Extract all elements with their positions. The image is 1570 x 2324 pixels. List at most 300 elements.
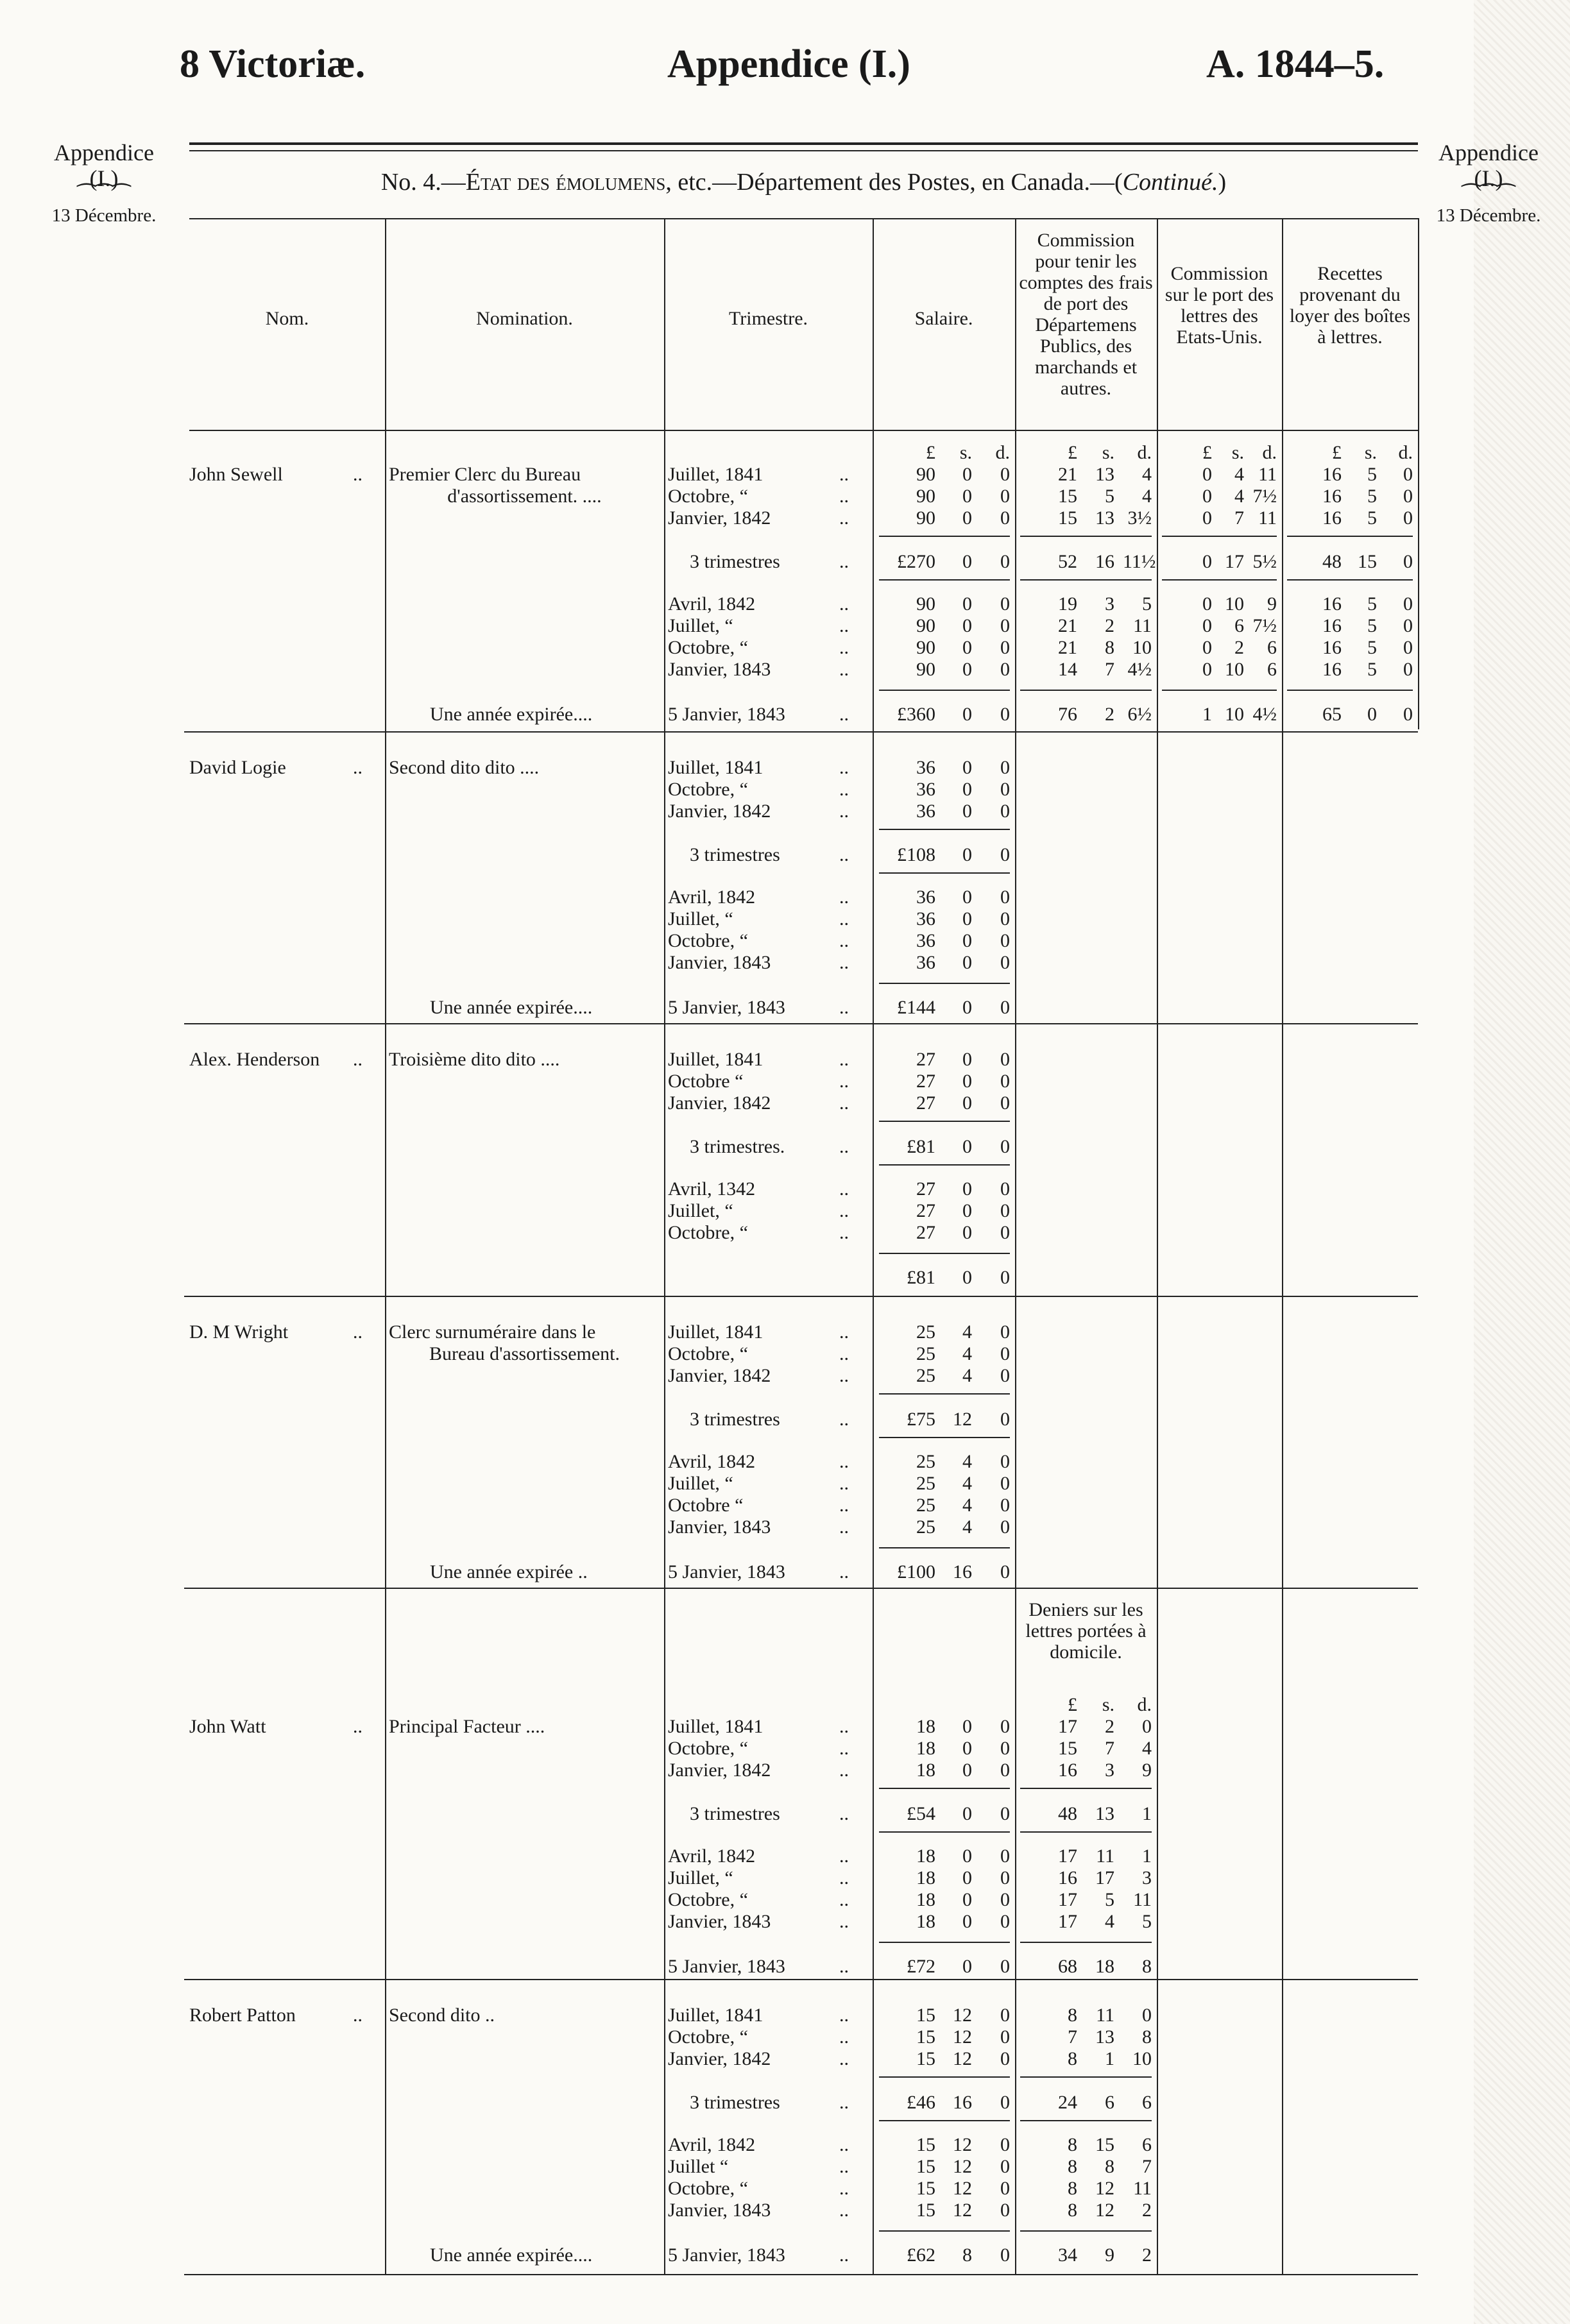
commission-5-0-pence: 0 [1142,2005,1152,2026]
quarter2-dots-5-1: .. [839,2156,849,2177]
quarter-dots-5-2: .. [839,2048,849,2069]
com-units-unit-d: d. [1137,442,1152,463]
year-rule-com-0 [1020,690,1152,691]
salary2-3-0-shillings: 4 [962,1451,972,1472]
year-date-0: 5 Janvier, 1843 [668,704,785,725]
us-commission-0-0-pence: 11 [1258,464,1277,485]
salary-5-2-pence: 0 [1000,2048,1010,2069]
quarter2-2-1: Juillet, “ [668,1200,733,1221]
margin-label: Appendice [54,140,154,165]
salary2-5-1-pounds: 15 [916,2156,935,2177]
year-rule-sal-5 [879,2230,1010,2232]
quarter2-2-0: Avril, 1342 [668,1178,756,1200]
nomination-5: Second dito .. [389,2005,495,2026]
commission2-0-3-shillings: 7 [1105,659,1114,680]
quarter2-dots-1-1: .. [839,908,849,929]
commission-0-2-pence: 3½ [1127,507,1152,529]
commission2-4-3-shillings: 4 [1105,1911,1114,1932]
subtotal-rent-0-pence: 0 [1403,551,1413,572]
nomination-2-0: d'assortissement. .... [447,486,602,507]
margin-date-left: 13 Décembre. [51,205,157,226]
subtotal-salary-2-shillings: 0 [962,1136,972,1157]
commission-4-2-pounds: 16 [1058,1760,1077,1781]
quarter2-0-2: Octobre, “ [668,637,748,658]
box-rent2-0-1-shillings: 5 [1367,615,1377,636]
subtotal-salary-5-pounds: £46 [907,2092,935,2113]
margin-brace-left: ⁀⁀⁀ [78,185,130,208]
quarter2-0-0: Avril, 1842 [668,593,756,615]
us-commission-0-0-pounds: 0 [1202,464,1212,485]
salary-1-1-pence: 0 [1000,779,1010,800]
salary2-5-0-pounds: 15 [916,2134,935,2155]
commission-4-1-pence: 4 [1142,1738,1152,1759]
salary-2-1-shillings: 0 [962,1071,972,1092]
year-salary-0-pounds: £360 [897,704,935,725]
box-rent-0-1-pence: 0 [1403,486,1413,507]
salary2-0-3-pounds: 90 [916,659,935,680]
sub2-rule-com-0 [1020,579,1152,581]
salary-3-0-pounds: 25 [916,1321,935,1343]
quarter2-dots-2-1: .. [839,1200,849,1221]
year-commission-0-shillings: 2 [1105,704,1114,725]
deniers-units-unit-l: £ [1068,1694,1077,1715]
year-rule-eu-0 [1162,690,1277,691]
salary-0-1-shillings: 0 [962,486,972,507]
us-commission-0-1-pounds: 0 [1202,486,1212,507]
commission2-0-0-pounds: 19 [1058,593,1077,615]
name-2: Alex. Henderson [189,1049,320,1070]
salary2-3-0-pence: 0 [1000,1451,1010,1472]
subtotal-commission-4-pounds: 48 [1058,1803,1077,1824]
col-trimestre: Trimestre. [728,308,808,329]
col-nomination: Nomination. [476,308,573,329]
subtotal-commission-0-pence: 11½ [1123,551,1156,572]
salary-2-0-pence: 0 [1000,1049,1010,1070]
salary-0-0-shillings: 0 [962,464,972,485]
year-dots-3: .. [839,1561,849,1582]
subtotal-salary-5-shillings: 16 [953,2092,972,2113]
salary2-5-2-shillings: 12 [953,2178,972,2199]
quarter-dots-4-1: .. [839,1738,849,1759]
year-salary-4-pounds: £72 [907,1956,935,1977]
box-rent2-0-2-shillings: 5 [1367,637,1377,658]
quarter-3-1: Octobre, “ [668,1343,748,1364]
quarter-0-0: Juillet, 1841 [668,464,764,485]
commission2-4-3-pence: 5 [1142,1911,1152,1932]
salary2-2-2-pence: 0 [1000,1222,1010,1243]
year-label-0: Une année expirée.... [430,704,593,725]
quarter-dots-5-0: .. [839,2005,849,2026]
quarter-5-2: Janvier, 1842 [668,2048,771,2069]
salary2-3-3-pence: 0 [1000,1516,1010,1538]
salary-1-0-pence: 0 [1000,757,1010,778]
salary2-5-3-pounds: 15 [916,2200,935,2221]
name-dots-2: .. [353,1049,363,1070]
quarter2-5-3: Janvier, 1843 [668,2200,771,2221]
year-rule-sal-1 [879,983,1010,984]
us-commission-0-2-pence: 11 [1258,507,1277,529]
salary-4-2-pounds: 18 [916,1760,935,1781]
quarter-dots-2-1: .. [839,1071,849,1092]
quarter2-3-1: Juillet, “ [668,1473,733,1494]
commission2-5-1-shillings: 8 [1105,2156,1114,2177]
box-rent2-0-0-shillings: 5 [1367,593,1377,615]
us-commission2-0-2-pounds: 0 [1202,637,1212,658]
sub2-rule-sal-3 [879,1437,1010,1438]
box-rent2-0-0-pence: 0 [1403,593,1413,615]
commission2-0-0-shillings: 3 [1105,593,1114,615]
us-commission2-0-3-pence: 6 [1267,659,1277,680]
col-recettes-boites: Recettes provenant du loyer des boîtes à lettres. [1289,263,1411,348]
salary-3-1-pounds: 25 [916,1343,935,1364]
subtotal-commission-0-shillings: 16 [1095,551,1114,572]
quarter2-1-1: Juillet, “ [668,908,733,929]
quarter-dots-3-1: .. [839,1343,849,1364]
quarter-4-2: Janvier, 1842 [668,1760,771,1781]
us-commission-0-0-shillings: 4 [1234,464,1244,485]
salary2-0-2-pounds: 90 [916,637,935,658]
year-rule-rec-0 [1287,690,1413,691]
quarter2-dots-5-3: .. [839,2200,849,2221]
col-divider-c3 [1418,218,1419,729]
commission2-5-0-shillings: 15 [1095,2134,1114,2155]
year-us-0-shillings: 10 [1225,704,1244,725]
salary-2-2-pounds: 27 [916,1092,935,1114]
commission-0-1-shillings: 5 [1105,486,1114,507]
eu-units-unit-d: d. [1262,442,1277,463]
subtotal-label-4: 3 trimestres [690,1803,780,1824]
quarter2-1-3: Janvier, 1843 [668,952,771,973]
salary2-3-2-pence: 0 [1000,1495,1010,1516]
us-commission2-0-0-pence: 9 [1267,593,1277,615]
year-rule-com-5 [1020,2230,1152,2232]
box-rent2-0-1-pounds: 16 [1322,615,1342,636]
year-salary-5-pence: 0 [1000,2244,1010,2266]
quarter2-dots-4-1: .. [839,1867,849,1888]
year-dots-5: .. [839,2244,849,2266]
year-rule-sal-3 [879,1547,1010,1548]
quarter-dots-1-1: .. [839,779,849,800]
quarter2-5-0: Avril, 1842 [668,2134,756,2155]
nomination-2: Troisième dito dito .... [389,1049,560,1070]
col-commission-etats-unis: Commission sur le port des lettres des Etats-Unis. [1165,263,1274,348]
salary2-0-1-pence: 0 [1000,615,1010,636]
year-commission-4-shillings: 18 [1095,1956,1114,1977]
commission-4-0-shillings: 2 [1105,1716,1114,1737]
name-5: Robert Patton [189,2005,296,2026]
salary-4-2-pence: 0 [1000,1760,1010,1781]
sub-rule-sal-0 [879,536,1010,537]
margin-brace-right: ⁀⁀⁀ [1462,185,1515,208]
commission2-0-3-pence: 4½ [1127,659,1152,680]
sub-rule-sal-2 [879,1121,1010,1122]
quarter2-3-0: Avril, 1842 [668,1451,756,1472]
year-rule-sal-0 [879,690,1010,691]
salary2-4-3-shillings: 0 [962,1911,972,1932]
sub-rule-rec-0 [1287,536,1413,537]
commission-4-1-pounds: 15 [1058,1738,1077,1759]
salary-5-0-shillings: 12 [953,2005,972,2026]
table-title [189,168,1418,196]
year-rent-0-shillings: 0 [1367,704,1377,725]
salary2-5-2-pounds: 15 [916,2178,935,2199]
section-rule-1 [184,1023,1418,1024]
quarter2-dots-4-3: .. [839,1911,849,1932]
scan-edge-noise [1474,0,1570,2324]
commission2-4-1-shillings: 17 [1095,1867,1114,1888]
salary-5-1-pounds: 15 [916,2026,935,2048]
year-commission-4-pence: 8 [1142,1956,1152,1977]
year-commission-0-pounds: 76 [1058,704,1077,725]
quarter2-1-0: Avril, 1842 [668,886,756,908]
year-salary-5-pounds: £62 [907,2244,935,2266]
salary-2-0-pounds: 27 [916,1049,935,1070]
section-rule-3 [184,1588,1418,1589]
quarter2-5-2: Octobre, “ [668,2178,748,2199]
box-rent-0-0-pence: 0 [1403,464,1413,485]
salary2-1-0-shillings: 0 [962,886,972,908]
salary2-1-1-pounds: 36 [916,908,935,929]
quarter-dots-0-0: .. [839,464,849,485]
sub2-rule-eu-0 [1162,579,1277,581]
quarter2-dots-1-0: .. [839,886,849,908]
quarter2-dots-2-0: .. [839,1178,849,1200]
quarter-5-1: Octobre, “ [668,2026,748,2048]
salary2-2-0-shillings: 0 [962,1178,972,1200]
quarter-dots-4-0: .. [839,1716,849,1737]
salary2-4-0-shillings: 0 [962,1845,972,1867]
commission-5-1-pounds: 7 [1068,2026,1077,2048]
salary2-4-3-pounds: 18 [916,1911,935,1932]
name-3: D. M Wright [189,1321,289,1343]
section-rule-5 [184,2274,1418,2275]
salary-1-0-pounds: 36 [916,757,935,778]
us-commission2-0-1-pence: 7½ [1252,615,1277,636]
subtotal-label-0: 3 trimestres [690,551,780,572]
commission2-5-1-pounds: 8 [1068,2156,1077,2177]
commission-0-1-pounds: 15 [1058,486,1077,507]
box-rent2-0-0-pounds: 16 [1322,593,1342,615]
commission-0-0-shillings: 13 [1095,464,1114,485]
quarter2-dots-3-1: .. [839,1473,849,1494]
us-commission-0-2-shillings: 7 [1234,507,1244,529]
box-rent2-0-2-pence: 0 [1403,637,1413,658]
sub2-rule-com-4 [1020,1831,1152,1833]
quarter2-dots-4-2: .. [839,1889,849,1910]
quarter-0-2: Janvier, 1842 [668,507,771,529]
salary-3-2-shillings: 4 [962,1365,972,1386]
quarter-4-1: Octobre, “ [668,1738,748,1759]
quarter2-dots-0-0: .. [839,593,849,615]
subtotal-salary-3-shillings: 12 [953,1409,972,1430]
year-salary-1-shillings: 0 [962,997,972,1018]
quarter2-3-2: Octobre “ [668,1495,744,1516]
quarter2-4-0: Avril, 1842 [668,1845,756,1867]
sub2-rule-sal-1 [879,872,1010,874]
subtotal-salary-2-pence: 0 [1000,1136,1010,1157]
commission2-4-0-shillings: 11 [1096,1845,1114,1867]
salary-4-0-pence: 0 [1000,1716,1010,1737]
year-commission-5-pence: 2 [1142,2244,1152,2266]
eu-units-unit-s: s. [1231,442,1244,463]
name-dots-5: .. [353,2005,363,2026]
commission-4-1-shillings: 7 [1105,1738,1114,1759]
salary-0-1-pence: 0 [1000,486,1010,507]
header-top-rule [189,218,1418,219]
salary-3-1-shillings: 4 [962,1343,972,1364]
salary-3-2-pence: 0 [1000,1365,1010,1386]
us-commission2-0-1-pounds: 0 [1202,615,1212,636]
subtotal-rent-0-pounds: 48 [1322,551,1342,572]
commission-4-2-shillings: 3 [1105,1760,1114,1781]
title-italic: Continué. [1122,169,1218,196]
salary2-2-1-shillings: 0 [962,1200,972,1221]
commission2-0-3-pounds: 14 [1058,659,1077,680]
salary2-1-2-pounds: 36 [916,930,935,951]
salary-5-0-pounds: 15 [916,2005,935,2026]
subtotal-commission-4-pence: 1 [1142,1803,1152,1824]
salary2-2-1-pence: 0 [1000,1200,1010,1221]
box-rent2-0-3-shillings: 5 [1367,659,1377,680]
commission2-0-1-pence: 11 [1133,615,1152,636]
margin-number-right: (I.) [1474,165,1503,191]
rec-units-unit-s: s. [1364,442,1377,463]
salary-0-0-pence: 0 [1000,464,1010,485]
year-label-5: Une année expirée.... [430,2244,593,2266]
subtotal-commission-5-pounds: 24 [1058,2092,1077,2113]
year-commission-0-pence: 6½ [1127,704,1152,725]
quarter2-dots-4-0: .. [839,1845,849,1867]
salary-1-1-shillings: 0 [962,779,972,800]
salary2-1-1-pence: 0 [1000,908,1010,929]
quarter-dots-0-1: .. [839,486,849,507]
quarter2-5-1: Juillet “ [668,2156,729,2177]
year-date-3: 5 Janvier, 1843 [668,1561,785,1582]
com-units-unit-l: £ [1068,442,1077,463]
commission2-0-2-pence: 10 [1132,637,1152,658]
year-salary-4-shillings: 0 [962,1956,972,1977]
name-dots-4: .. [353,1716,363,1737]
commission2-4-2-shillings: 5 [1105,1889,1114,1910]
salary2-3-3-pounds: 25 [916,1516,935,1538]
salary-2-1-pounds: 27 [916,1071,935,1092]
commission2-4-0-pence: 1 [1142,1845,1152,1867]
sal-units-unit-d: d. [995,442,1010,463]
quarter-1-1: Octobre, “ [668,779,748,800]
salary2-0-3-pence: 0 [1000,659,1010,680]
salary2-1-0-pounds: 36 [916,886,935,908]
box-rent-0-2-pounds: 16 [1322,507,1342,529]
commission2-0-2-shillings: 8 [1105,637,1114,658]
year-salary-1-pence: 0 [1000,997,1010,1018]
salary2-2-0-pounds: 27 [916,1178,935,1200]
title-prefix: No. 4.— [380,169,466,196]
salary2-1-3-pounds: 36 [916,952,935,973]
salary-2-1-pence: 0 [1000,1071,1010,1092]
header-center: Appendice (I.) [667,42,910,86]
margin-label-right: Appendice [1438,140,1539,165]
subtotal-dots-3: .. [839,1409,849,1430]
title-middle: etc.—Département des Postes, en Canada.—( [671,169,1123,196]
subtotal-salary-0-pounds: £270 [897,551,935,572]
year-salary-2-shillings: 0 [962,1267,972,1288]
salary-0-1-pounds: 90 [916,486,935,507]
salary2-2-1-pounds: 27 [916,1200,935,1221]
box-rent2-0-2-pounds: 16 [1322,637,1342,658]
us-commission2-0-3-shillings: 10 [1225,659,1244,680]
quarter2-dots-0-3: .. [839,659,849,680]
salary-5-2-shillings: 12 [953,2048,972,2069]
quarter2-1-2: Octobre, “ [668,930,748,951]
quarter-4-0: Juillet, 1841 [668,1716,764,1737]
quarter2-dots-2-2: .. [839,1222,849,1243]
subtotal-salary-3-pounds: £75 [907,1409,935,1430]
subtotal-dots-4: .. [839,1803,849,1824]
name-1: David Logie [189,757,286,778]
year-date-1: 5 Janvier, 1843 [668,997,785,1018]
salary-0-2-pence: 0 [1000,507,1010,529]
year-rule-com-4 [1020,1942,1152,1943]
salary2-3-3-shillings: 4 [962,1516,972,1538]
quarter-dots-1-0: .. [839,757,849,778]
salary2-4-1-shillings: 0 [962,1867,972,1888]
margin-note-right [1421,140,1556,228]
subtotal-commission-5-shillings: 6 [1105,2092,1114,2113]
salary2-5-3-shillings: 12 [953,2200,972,2221]
sub-rule-eu-0 [1162,536,1277,537]
commission2-5-3-pounds: 8 [1068,2200,1077,2221]
salary2-2-0-pence: 0 [1000,1178,1010,1200]
nomination-0: Premier Clerc du Bureau [389,464,581,485]
subtotal-commission-5-pence: 6 [1142,2092,1152,2113]
quarter-dots-1-2: .. [839,801,849,822]
salary2-2-2-pounds: 27 [916,1222,935,1243]
salary-0-2-shillings: 0 [962,507,972,529]
header-bottom-rule [189,430,1418,431]
quarter-3-0: Juillet, 1841 [668,1321,764,1343]
commission2-4-2-pence: 11 [1133,1889,1152,1910]
col-commission-comptes: Commission pour tenir les comptes des frais de port des Départemens Publics, des marchands et autres. [1019,230,1153,399]
commission2-5-0-pounds: 8 [1068,2134,1077,2155]
quarter2-4-1: Juillet, “ [668,1867,733,1888]
commission2-0-1-shillings: 2 [1105,615,1114,636]
eu-units-unit-l: £ [1202,442,1212,463]
salary2-3-0-pounds: 25 [916,1451,935,1472]
year-label-1: Une année expirée.... [430,997,593,1018]
subtotal-us-0-pence: 5½ [1252,551,1277,572]
salary-4-2-shillings: 0 [962,1760,972,1781]
salary-1-2-pounds: 36 [916,801,935,822]
sub-rule-com-4 [1020,1788,1152,1789]
year-salary-3-shillings: 16 [953,1561,972,1582]
commission2-0-1-pounds: 21 [1058,615,1077,636]
subtotal-salary-4-shillings: 0 [962,1803,972,1824]
sal-units-unit-l: £ [926,442,935,463]
year-salary-4-pence: 0 [1000,1956,1010,1977]
salary-5-0-pence: 0 [1000,2005,1010,2026]
subtotal-salary-5-pence: 0 [1000,2092,1010,2113]
year-rent-0-pounds: 65 [1322,704,1342,725]
sub-rule-sal-1 [879,829,1010,830]
salary-2-0-shillings: 0 [962,1049,972,1070]
sub2-rule-rec-0 [1287,579,1413,581]
quarter-1-0: Juillet, 1841 [668,757,764,778]
quarter-dots-3-2: .. [839,1365,849,1386]
quarter2-3-3: Janvier, 1843 [668,1516,771,1538]
col-salaire: Salaire. [914,308,973,329]
title-smallcaps: État des émolumens, [465,169,672,196]
subtotal-dots-0: .. [839,551,849,572]
